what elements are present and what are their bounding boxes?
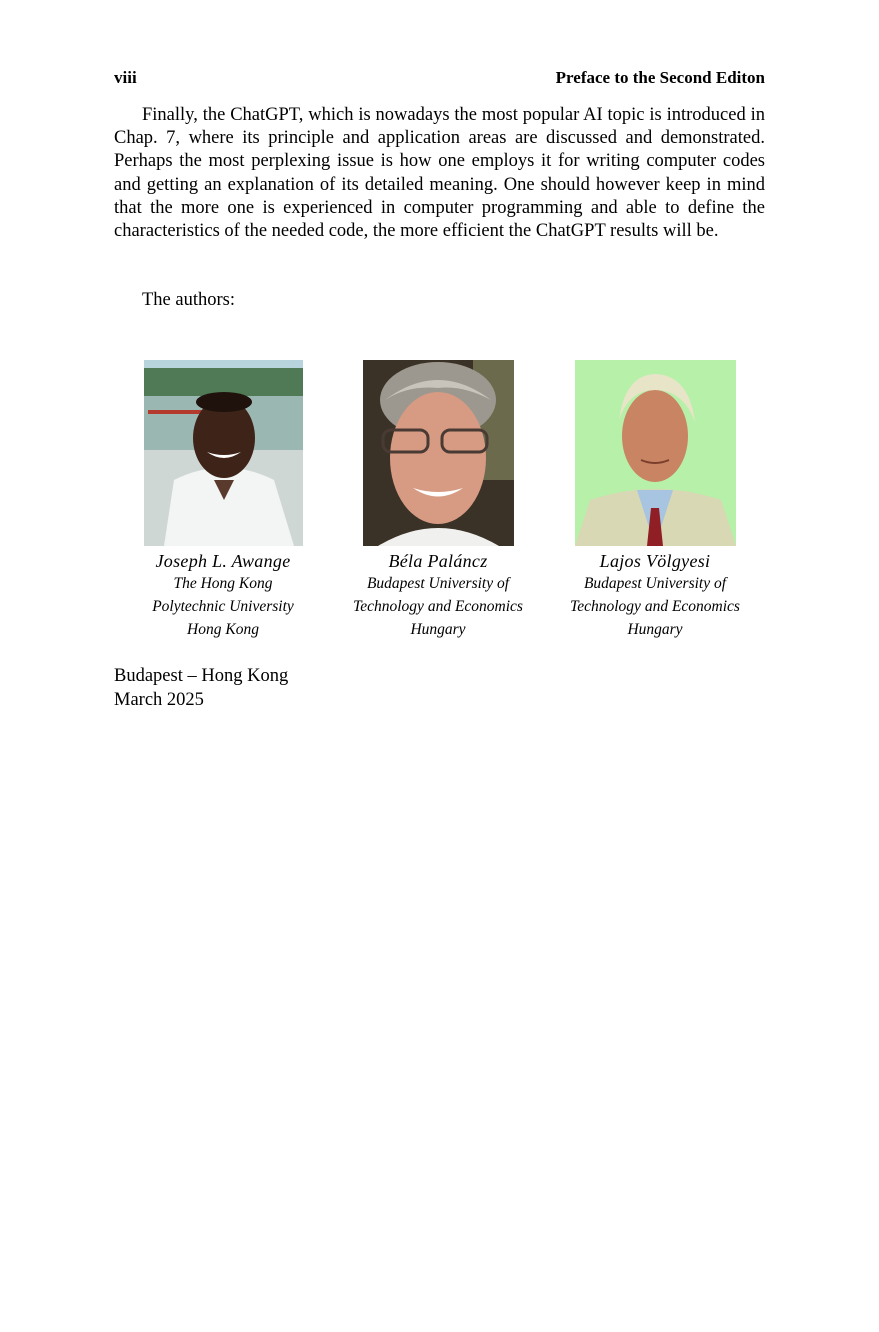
author-affiliation: The Hong Kong (173, 575, 273, 592)
author-affiliation: Technology and Economics (570, 598, 740, 615)
author-affiliation: Budapest University of (366, 575, 510, 592)
page-header (114, 68, 765, 92)
author-location: Hong Kong (187, 621, 259, 638)
author-location: Hungary (410, 621, 466, 638)
author-card-palancz (338, 360, 538, 641)
authors-intro: The authors: (142, 290, 235, 310)
author-photo-palancz (363, 360, 514, 546)
body-paragraph: Finally, the ChatGPT, which is nowadays the most popular AI topic is introduced in Chap. 7, where its principle and application areas are discussed and demonstrated. Perhaps the most perplexing issue is how one employs it for writing computer codes and getting an explanation of its detailed meaning. One should however keep in mind that the more one is experienced in computer programming and able to define the characteristics of the needed code, the more efficient the ChatGPT results will be. (114, 105, 765, 242)
signature-block (114, 664, 288, 712)
author-photo-volgyesi (575, 360, 736, 546)
running-title: Preface to the Second Editon (555, 68, 765, 87)
author-name: Lajos Völgyesi (599, 551, 711, 571)
author-photo-awange (144, 360, 303, 546)
page-number: viii (114, 68, 137, 87)
author-card-volgyesi (555, 360, 755, 641)
author-affiliation: Polytechnic University (152, 598, 294, 615)
author-card-awange (123, 360, 323, 641)
date-line: March 2025 (114, 690, 204, 710)
author-name: Béla Paláncz (388, 551, 488, 571)
author-affiliation: Budapest University of (583, 575, 727, 592)
place-line: Budapest – Hong Kong (114, 666, 289, 686)
author-name: Joseph L. Awange (155, 551, 291, 571)
author-location: Hungary (627, 621, 683, 638)
author-affiliation: Technology and Economics (353, 598, 523, 615)
